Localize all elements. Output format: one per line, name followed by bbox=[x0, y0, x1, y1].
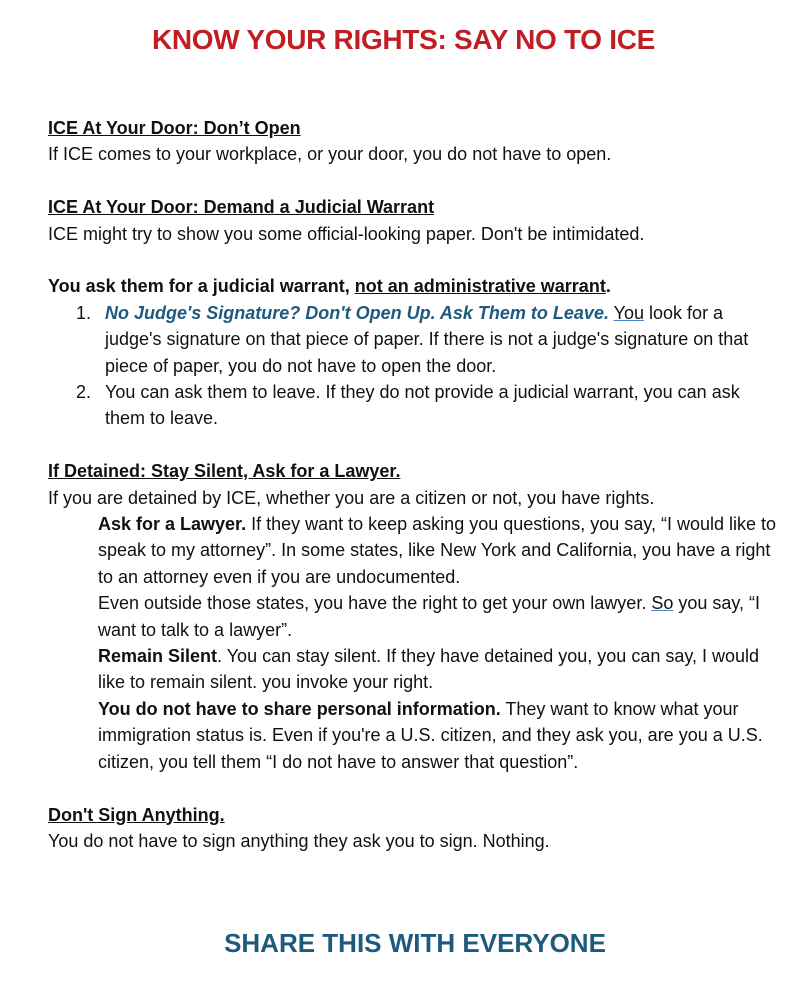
share-footer: SHARE THIS WITH EVERYONE bbox=[224, 928, 606, 958]
section-dont-open bbox=[48, 115, 788, 168]
section-text: You do not have to sign anything they ask you to sign. Nothing. bbox=[48, 830, 550, 851]
lawyer-text: If they want to keep asking you questions, you say, “I would like to speak to my attorney”. In some states, like New York and California, you have a right to an attorney even if you are undocumented. bbox=[98, 514, 777, 587]
list-item-text: look for a judge's signature on that piece of paper. If there is not a judge's signature on that piece of paper, you do not have to open the door. bbox=[105, 302, 749, 376]
section-text: If ICE comes to your workplace, or your door, you do not have to open. bbox=[48, 144, 612, 165]
list-number: 1. bbox=[76, 302, 92, 323]
outside-states-paragraph bbox=[98, 590, 788, 643]
personal-info-paragraph bbox=[98, 696, 788, 775]
flagged-word: So bbox=[651, 593, 674, 614]
personal-label: You do not have to share personal information. bbox=[98, 698, 501, 719]
detained-rights-block bbox=[48, 511, 788, 775]
silent-label: Remain Silent bbox=[98, 646, 218, 667]
lawyer-label: Ask for a Lawyer. bbox=[98, 514, 247, 535]
list-item bbox=[48, 379, 788, 432]
section-detained bbox=[48, 458, 788, 775]
outside-text-b: you say, “I want to talk to a lawyer”. bbox=[98, 593, 761, 640]
section-heading: ICE At Your Door: Don’t Open bbox=[48, 118, 301, 138]
list-item bbox=[48, 300, 788, 379]
flagged-word: You bbox=[613, 302, 645, 323]
silent-paragraph bbox=[98, 643, 788, 696]
warrant-steps-list bbox=[48, 300, 788, 432]
warrant-lead-end: . bbox=[605, 276, 611, 297]
page-title: KNOW YOUR RIGHTS: SAY NO TO ICE bbox=[151, 24, 656, 55]
signature-emphasis: No Judge's Signature? Don't Open Up. Ask Them to Leave. bbox=[105, 302, 609, 323]
document-body bbox=[48, 115, 788, 854]
warrant-lead bbox=[48, 273, 788, 299]
list-item-text: You can ask them to leave. If they do not provide a judicial warrant, you can ask them to leave. bbox=[105, 382, 740, 429]
section-heading: If Detained: Stay Silent, Ask for a Lawyer. bbox=[48, 461, 401, 482]
section-heading: ICE At Your Door: Demand a Judicial Warrant bbox=[48, 197, 435, 218]
outside-text-a: Even outside those states, you have the right to get your own lawyer. bbox=[98, 593, 652, 614]
section-dont-sign bbox=[48, 802, 788, 855]
lawyer-paragraph bbox=[98, 511, 788, 590]
warrant-lead-text: You ask them for a judicial warrant, bbox=[48, 276, 355, 297]
personal-text: They want to know what your immigration status is. Even if you're a U.S. citizen, and they ask you, are you a U.S. citizen, you tell them “I do not have to answer that question”. bbox=[98, 698, 763, 772]
section-judicial-warrant bbox=[48, 194, 788, 247]
section-text: If you are detained by ICE, whether you are a citizen or not, you have rights. bbox=[48, 487, 655, 508]
section-heading: Don't Sign Anything. bbox=[48, 804, 225, 825]
list-number: 2. bbox=[76, 382, 92, 403]
administrative-warrant-text: not an administrative warrant bbox=[354, 276, 606, 297]
section-text: ICE might try to show you some official-looking paper. Don't be intimidated. bbox=[48, 223, 645, 244]
section-ask-warrant bbox=[48, 273, 788, 431]
silent-text: . You can stay silent. If they have detained you, you can say, I would like to remain silent. you invoke your right. bbox=[98, 646, 760, 693]
